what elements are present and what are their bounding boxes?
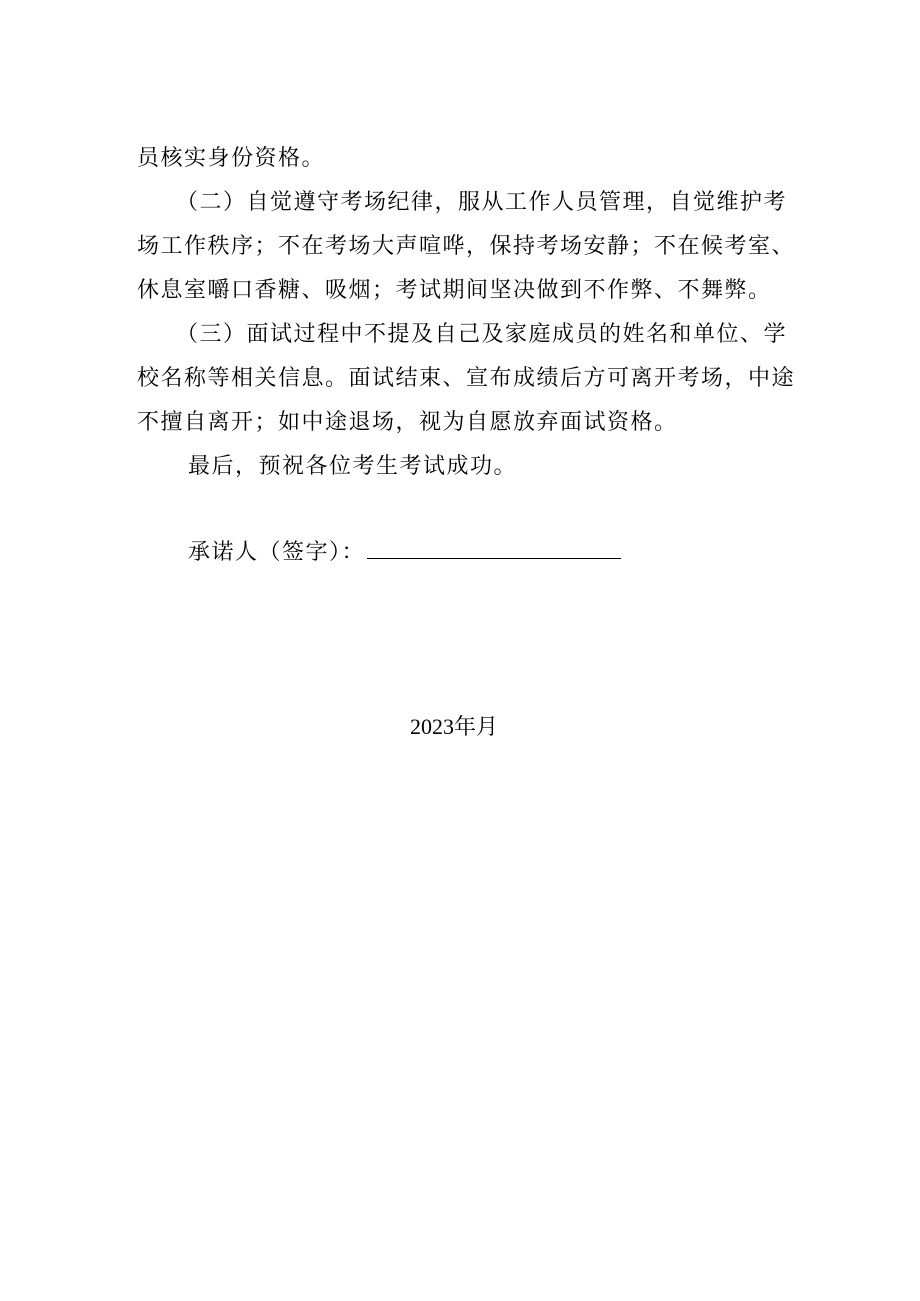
signature-label: 承诺人（签字）： bbox=[188, 540, 366, 565]
signature-row bbox=[188, 536, 621, 568]
paragraph-line: （三）面试过程中不提及自己及家庭成员的姓名和单位、学 bbox=[176, 322, 788, 347]
closing-line: 最后，预祝各位考生考试成功。 bbox=[188, 454, 518, 479]
signature-line[interactable] bbox=[367, 536, 621, 559]
paragraph-line: 不擅自离开；如中途退场，视为自愿放弃面试资格。 bbox=[137, 410, 678, 435]
paragraph-line: 场工作秩序；不在考场大声喧哗，保持考场安静；不在候考室、 bbox=[137, 234, 796, 259]
date-text: 2023年月 bbox=[410, 714, 499, 739]
paragraph-line: 休息室嚼口香糖、吸烟；考试期间坚决做到不作弊、不舞弊。 bbox=[137, 278, 772, 303]
paragraph-line: 校名称等相关信息。面试结束、宣布成绩后方可离开考场，中途 bbox=[137, 366, 796, 391]
paragraph-line: 员核实身份资格。 bbox=[137, 146, 326, 171]
paragraph-line: （二）自觉遵守考场纪律，服从工作人员管理，自觉维护考 bbox=[176, 190, 788, 215]
